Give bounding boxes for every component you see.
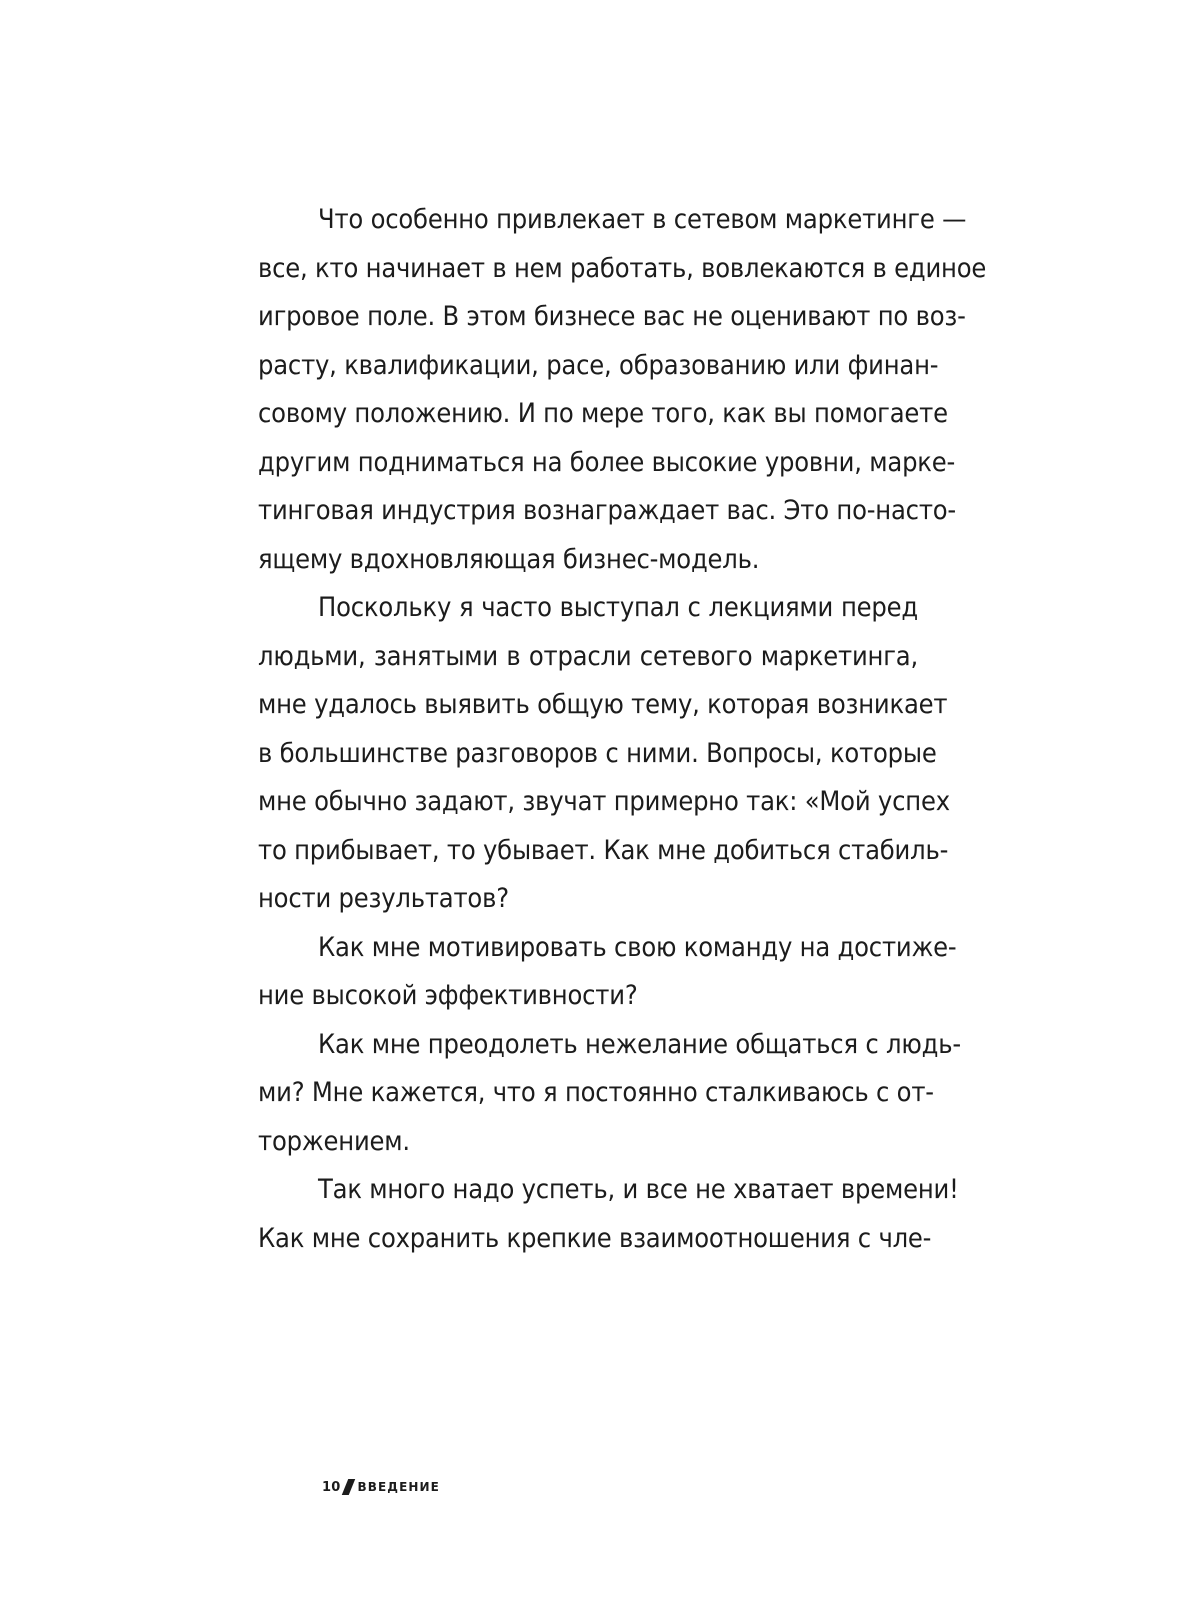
text-line: людьми, занятыми в отрасли сетевого маркетинга, [258,640,918,672]
text-line: мне удалось выявить общую тему, которая возникает [258,689,948,720]
text-line: игровое поле. В этом бизнесе вас не оценивают по воз- [258,301,966,332]
page-number: 10 [322,1479,341,1495]
text-line: Как мне сохранить крепкие взаимоотношения с чле- [258,1222,932,1254]
text-line: в большинстве разговоров с ними. Вопросы, которые [258,737,937,769]
text-line: Так много надо успеть, и все не хватает времени! [318,1174,959,1205]
text-line: другим подниматься на более высокие уровни, марке- [258,446,956,478]
text-line: ми? Мне кажется, что я постоянно сталкиваюсь с от- [258,1077,934,1108]
text-line: ние высокой эффективности? [258,980,638,1011]
page-footer [322,1475,440,1499]
body-text [258,196,987,1263]
text-line: расту, квалификации, расе, образованию или финан- [258,349,939,381]
text-line: ящему вдохновляющая бизнес-модель. [258,543,760,575]
text-line: Поскольку я часто выступал с лекциями перед [318,592,918,623]
text-line: Что особенно привлекает в сетевом маркетинге — [318,204,967,235]
text-line: совому положению. И по мере того, как вы помогаете [258,398,948,429]
text-line: тинговая индустрия вознаграждает вас. Это по-насто- [258,495,956,526]
text-line: все, кто начинает в нем работать, вовлекаются в единое [258,252,987,284]
text-line: ности результатов? [258,883,509,914]
section-label: ВВЕДЕНИЕ [357,1480,440,1494]
slash-divider-icon [341,1479,354,1495]
text-line: торжением. [258,1125,410,1157]
text-line: мне обычно задают, звучат примерно так: «Мой успех [258,786,950,817]
text-line: то прибывает, то убывает. Как мне добиться стабиль- [258,834,949,866]
text-line: Как мне преодолеть нежелание общаться с людь- [318,1028,961,1060]
text-line: Как мне мотивировать свою команду на достиже- [318,931,957,963]
